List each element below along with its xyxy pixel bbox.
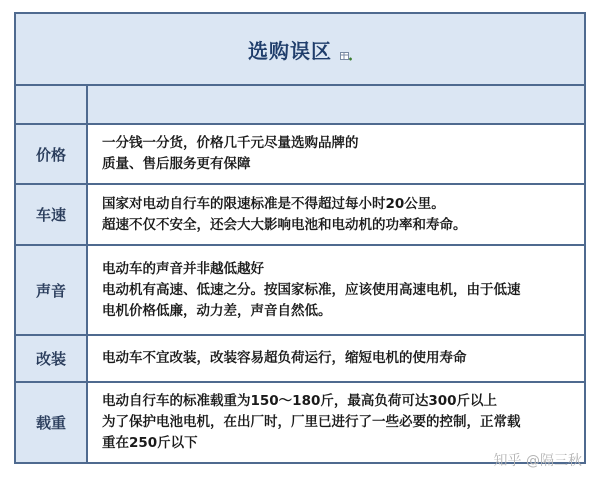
row-label: 载重 — [35, 414, 66, 432]
table-row — [16, 246, 584, 334]
row-label: 车速 — [35, 206, 66, 224]
blank-content-cell — [88, 86, 584, 123]
row-label-cell — [16, 125, 88, 183]
row-label: 声音 — [35, 281, 66, 300]
row-text-line: 电动机有高速、低速之分。按国家标准，应该使用高速电机，由于低速 — [102, 281, 521, 298]
row-text-line: 电动车不宜改装，改装容易超负荷运行，缩短电机的使用寿命 — [102, 350, 467, 366]
row-label-cell — [16, 246, 88, 334]
table-row — [16, 125, 584, 183]
row-content-cell — [88, 125, 584, 183]
row-text-line: 重在250斤以下 — [102, 435, 198, 451]
row-content-cell — [88, 336, 584, 381]
row-text-line: 电动车的声音并非越低越好 — [102, 260, 264, 277]
row-text-line: 质量、售后服务更有保障 — [102, 156, 251, 172]
table-row — [16, 336, 584, 381]
blank-header-row — [16, 86, 584, 123]
row-text-line: 超速不仅不安全，还会大大影响电池和电动机的功率和寿命。 — [102, 216, 467, 233]
table-title-row — [16, 14, 584, 84]
table-insert-icon — [340, 48, 352, 58]
row-label-cell — [16, 383, 88, 462]
blank-label-cell — [16, 86, 88, 123]
mistakes-table — [14, 12, 586, 464]
row-text-line: 为了保护电池电机，在出厂时，厂里已进行了一些必要的控制，正常载 — [102, 414, 521, 430]
row-text-line: 国家对电动自行车的限速标准是不得超过每小时20公里。 — [102, 195, 445, 212]
watermark: 知乎 @隔三秋 — [493, 453, 582, 469]
row-label: 价格 — [35, 145, 66, 164]
row-content-cell — [88, 246, 584, 334]
row-label: 改装 — [35, 350, 66, 368]
row-label-cell — [16, 185, 88, 244]
row-label-cell — [16, 336, 88, 381]
row-text-line: 电动自行车的标准载重为150～180斤，最高负荷可达300斤以上 — [102, 393, 498, 409]
row-text-line: 一分钱一分货，价格几千元尽量选购品牌的 — [102, 135, 359, 151]
table-row — [16, 185, 584, 244]
table-title: 选购误区 — [248, 38, 332, 63]
row-text-line: 电机价格低廉，动力差，声音自然低。 — [102, 302, 332, 319]
row-content-cell — [88, 185, 584, 244]
